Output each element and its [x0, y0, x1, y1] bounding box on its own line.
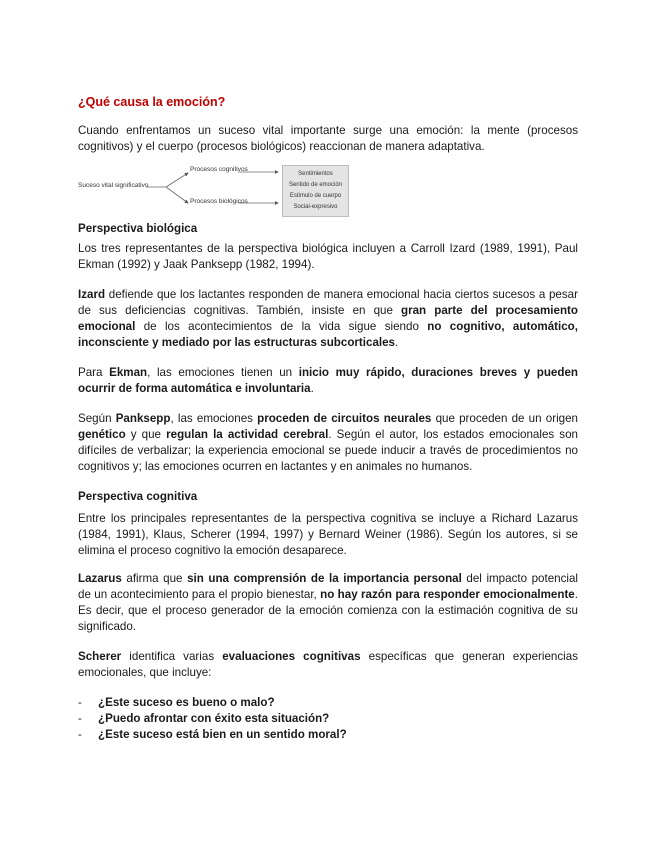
list-item: - ¿Este suceso está bien en un sentido moral?: [78, 728, 347, 741]
page-title: ¿Qué causa la emoción?: [78, 95, 226, 109]
bio-section-heading-block: [78, 222, 578, 235]
diagram-output-3: Estimulo de cuerpo: [289, 193, 342, 199]
ekman-name: Ekman: [109, 366, 148, 379]
diagram-output-1: Sentimientos: [298, 171, 333, 177]
panksepp-name: Panksepp: [115, 412, 171, 425]
diagram-source-label: Suceso vital significativo: [78, 182, 149, 189]
diagram-branch-bottom-label: Procesos biológicos: [190, 198, 248, 205]
cog-section-heading-block: [78, 490, 578, 503]
bio-intro-paragraph: [78, 241, 578, 273]
cog-heading: Perspectiva cognitiva: [78, 490, 198, 503]
scherer-name: Scherer: [78, 650, 122, 663]
diagram-output-box: [282, 165, 349, 217]
izard-paragraph: Izard defiende que los lactantes responden de manera emocional hacia ciertos sucesos a pesar de sus deficiencias cognitivas. También, insiste en que gran parte del procesamiento emocional de los acontecimientos de la vida sigue siendo no cognitivo, automático, inconsciente y mediado por las estructuras subcorticales.: [78, 288, 579, 349]
bio-heading: Perspectiva biológica: [78, 222, 198, 235]
list-item: - ¿Este suceso es bueno o malo?: [78, 696, 275, 709]
lazarus-paragraph: Lazarus afirma que sin una comprensión de la importancia personal del impacto potencial de un acontecimiento para el propio bienestar, no hay razón para responder emocionalmente. Es decir, que el proceso generador de la emoción comienza con la estimación cognitiva de su significado.: [78, 572, 579, 633]
cog-intro-text: Entre los principales representantes de la perspectiva cognitiva se incluye a Richard Lazarus (1984, 1991), Klaus, Scherer (1994, 1997) y Bernard Weiner (1986). Según los autores, si se elimina el proceso cognitivo la emoción desaparece.: [78, 512, 578, 557]
lazarus-name: Lazarus: [78, 572, 122, 585]
diagram-arrow-top: [166, 173, 188, 187]
intro-text: Cuando enfrentamos un suceso vital importante surge una emoción: la mente (procesos cognitivos) y el cuerpo (procesos biológicos) reaccionan de manera adaptativa.: [78, 124, 578, 153]
questions-list: [60, 695, 578, 743]
diagram-output-4: Social-expresivo: [293, 204, 338, 210]
izard-name: Izard: [78, 288, 106, 301]
bio-intro-text: Los tres representantes de la perspectiva biológica incluyen a Carroll Izard (1989, 1991), Paul Ekman (1992) y Jaak Panksepp (1982, 1994).: [78, 242, 578, 271]
list-item: - ¿Puedo afrontar con éxito esta situación?: [78, 712, 330, 725]
panksepp-paragraph: Según Panksepp, las emociones proceden de circuitos neurales que proceden de un origen genético y que regulan la actividad cerebral. Según el autor, los estados emocionales son difíciles de verbalizar; la experiencia emocional se puede inducir a través de procedimientos no cognitivos y; las emociones ocurren en lactantes y en animales no humanos.: [78, 412, 578, 473]
diagram-arrows: [78, 165, 288, 217]
diagram-branch-top-label: Procesos cognitivos: [190, 166, 248, 173]
diagram-output-2: Sentido de emoción: [288, 182, 343, 188]
scherer-paragraph: Scherer identifica varias evaluaciones cognitivas específicas que generan experiencias emocionales, que incluye:: [78, 650, 578, 679]
questions-list-block: [78, 695, 578, 743]
cog-intro-paragraph: [78, 511, 578, 559]
ekman-paragraph: Para Ekman, las emociones tienen un inicio muy rápido, duraciones breves y pueden ocurrir de forma automática e involuntaria.: [78, 366, 578, 395]
intro-paragraph: [78, 123, 578, 155]
emotion-diagram: [78, 165, 353, 217]
diagram-arrow-bottom: [166, 187, 188, 203]
